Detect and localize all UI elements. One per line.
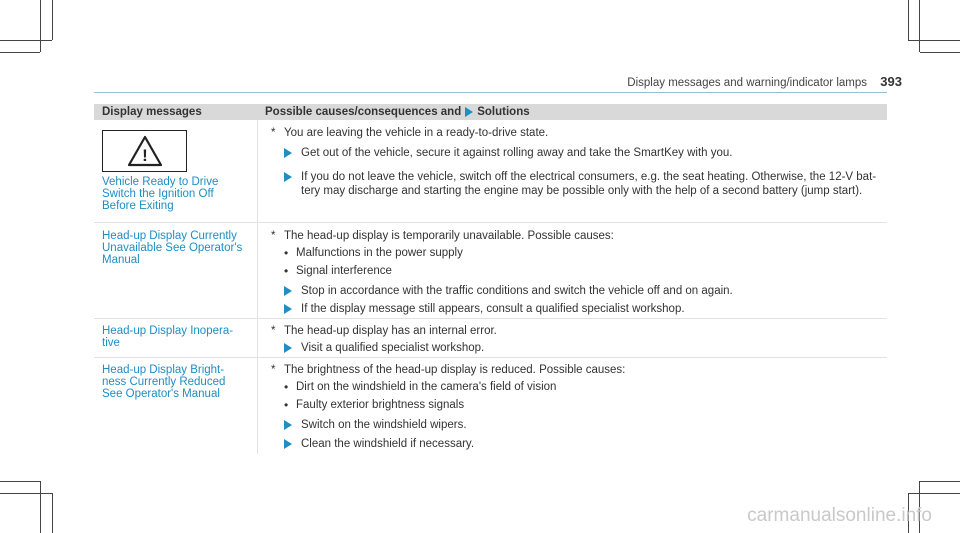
step-text: tery may discharge and starting the engine may be possible only with the help of a second battery (jump start). [301,185,863,197]
step-arrow-icon [284,148,292,158]
cause-marker: * [271,325,276,337]
bullet-text: Faulty exterior brightness signals [296,399,465,411]
message-line: ness Currently Reduced [102,376,226,388]
step-text: Stop in accordance with the traffic conditions and switch the vehicle off and on again. [301,285,733,297]
crop-mark [919,0,920,52]
crop-mark [52,0,53,40]
crop-mark [908,493,960,494]
step-text: Get out of the vehicle, secure it against rolling away and take the SmartKey with you. [301,147,733,159]
col-header-causes [257,104,887,120]
bullet-text: Malfunctions in the power supply [296,247,463,259]
step-arrow-icon [284,304,292,314]
message-line: Switch the Ignition Off [102,188,214,200]
message-line: Vehicle Ready to Drive [102,176,219,188]
bullet-marker: • [284,264,289,278]
step-text: If the display message still appears, consult a qualified specialist workshop. [301,303,685,315]
page-number: 393 [880,74,902,89]
warning-glyph: ! [141,146,148,165]
crop-mark [40,0,41,52]
bullet-text: Dirt on the windshield in the camera's field of vision [296,381,557,393]
step-arrow-icon [284,172,292,182]
message-cell [94,358,265,400]
crop-mark [920,481,960,482]
table-row [94,120,887,223]
message-line: Manual [102,254,140,266]
cause-text: The head-up display has an internal error. [284,325,497,337]
warning-triangle-icon [102,130,187,172]
table-header [94,104,887,120]
cause-text: The brightness of the head-up display is reduced. Possible causes: [284,364,626,376]
col-header-causes-label: Possible causes/consequences and [265,106,462,118]
table-row [94,223,887,319]
message-line: Unavailable See Operator's [102,242,243,254]
message-line: Head-up Display Bright- [102,364,225,376]
col-header-messages: Display messages [102,106,202,118]
solution-arrow-icon [465,107,473,117]
cause-marker: * [271,364,276,376]
step-text: Visit a qualified specialist workshop. [301,342,485,354]
crop-mark [52,493,53,533]
message-line: tive [102,337,120,349]
display-messages-table [94,104,887,454]
step-arrow-icon [284,286,292,296]
crop-mark [0,52,40,53]
crop-mark [40,481,41,533]
cause-text: The head-up display is temporarily unavailable. Possible causes: [284,230,614,242]
crop-mark [920,52,960,53]
message-cell [94,319,265,349]
message-line: Head-up Display Currently [102,230,237,242]
step-arrow-icon [284,343,292,353]
step-arrow-icon [284,439,292,449]
step-text: Switch on the windshield wipers. [301,419,467,431]
running-header: Display messages and warning/indicator lamps [627,77,867,89]
step-text: Clean the windshield if necessary. [301,438,475,450]
step-arrow-icon [284,420,292,430]
col-header-solutions-label: Solutions [477,106,530,118]
cause-marker: * [271,127,276,139]
header-divider [94,92,887,93]
bullet-text: Signal interference [296,265,392,277]
crop-mark [0,493,52,494]
message-line: Head-up Display Inopera- [102,325,234,337]
bullet-marker: • [284,398,289,412]
crop-mark [0,481,40,482]
message-line: Before Exiting [102,200,174,212]
message-cell [94,223,265,266]
crop-mark [0,40,52,41]
crop-mark [908,40,960,41]
bullet-marker: • [284,246,289,260]
message-cell [94,120,265,212]
cause-marker: * [271,230,276,242]
message-line: See Operator's Manual [102,388,220,400]
step-text: If you do not leave the vehicle, switch off the electrical consumers, e.g. the seat heating. Otherwise, the 12-V bat- [301,171,877,183]
table-row [94,358,887,454]
table-row [94,319,887,358]
crop-mark [908,0,909,40]
bullet-marker: • [284,380,289,394]
watermark: carmanualsonline.info [747,505,932,526]
cause-text: You are leaving the vehicle in a ready-to-drive state. [284,127,549,139]
